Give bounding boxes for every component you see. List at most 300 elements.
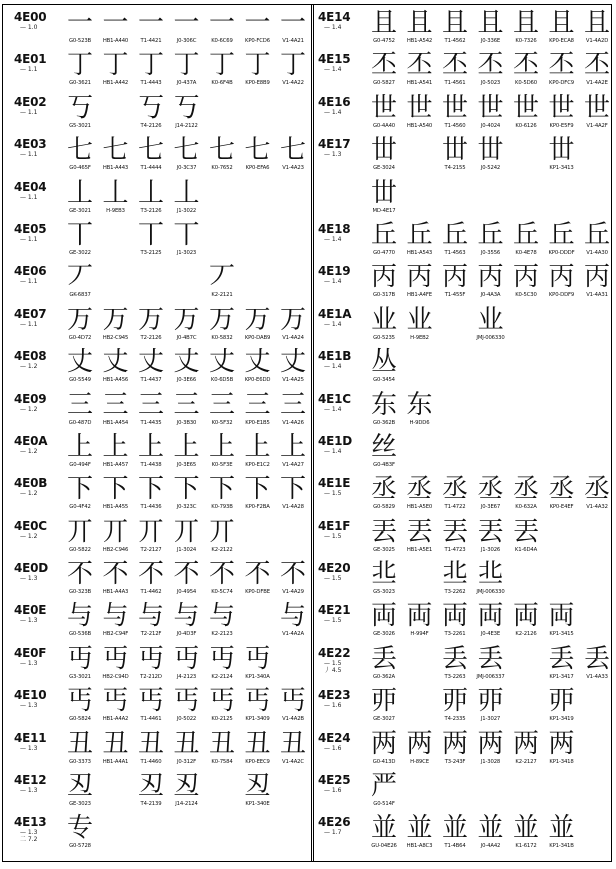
code-point-row — [318, 560, 610, 602]
ideograph-glyph — [579, 518, 615, 547]
ideograph-glyph — [508, 306, 544, 335]
source-reference: KP1-3419 — [549, 716, 574, 723]
code-point-label: 4E13 — [14, 815, 47, 830]
source-glyph-cell — [169, 263, 205, 305]
ideograph-glyph: 丅 — [66, 219, 93, 250]
ideograph-glyph — [402, 772, 438, 801]
source-glyph-cell — [473, 602, 509, 644]
source-glyph-cell — [169, 136, 205, 178]
code-point-row — [14, 814, 310, 856]
radical-stroke-index: — 1.2 — [20, 363, 38, 371]
ideograph-glyph: 且 — [477, 8, 504, 38]
ideograph-glyph: 丢 — [548, 643, 575, 674]
source-glyph-cell — [275, 645, 311, 687]
source-glyph-cell — [402, 348, 438, 390]
ideograph-glyph: 世 — [406, 92, 433, 123]
ideograph-glyph — [508, 391, 544, 420]
source-glyph-cell — [169, 645, 205, 687]
ideograph-glyph: 一 — [137, 8, 164, 38]
source-glyph-cell — [544, 730, 580, 772]
source-reference: HB1-A541 — [406, 80, 433, 87]
ideograph-glyph: 並 — [548, 813, 575, 844]
source-glyph-cell — [544, 391, 580, 433]
ideograph-glyph — [204, 814, 240, 843]
code-point-row — [14, 730, 310, 772]
ideograph-glyph: 並 — [477, 813, 504, 844]
source-glyph-cell — [240, 433, 276, 475]
ideograph-glyph: 不 — [173, 559, 200, 590]
source-glyph-cell — [402, 51, 438, 93]
source-glyph-cell — [579, 263, 615, 305]
source-glyph-cell — [240, 814, 276, 856]
source-glyph-cell — [98, 814, 134, 856]
source-glyph-cell — [437, 263, 473, 305]
source-glyph-cell — [437, 94, 473, 136]
source-glyph-cell — [402, 433, 438, 475]
radical-stroke-index: — 1.6 — [324, 744, 342, 752]
source-reference: V1-4A28 — [282, 504, 304, 511]
source-glyph-cell — [275, 475, 311, 517]
source-reference: T3-2125 — [140, 249, 162, 256]
source-glyph-cell — [169, 94, 205, 136]
source-reference: T1-4421 — [140, 38, 162, 44]
source-glyph-cell — [133, 433, 169, 475]
source-glyph-cell — [133, 730, 169, 772]
source-glyph-cell — [98, 348, 134, 390]
ideograph-glyph: 两 — [406, 728, 433, 759]
source-glyph-cell — [240, 306, 276, 348]
source-glyph-cell — [240, 348, 276, 390]
ideograph-glyph — [402, 433, 438, 462]
ideograph-glyph: 东 — [406, 389, 433, 420]
source-reference: KP1-341B — [549, 843, 574, 850]
glyph-set — [370, 9, 610, 51]
source-reference: H-9EB2 — [410, 334, 429, 341]
source-reference: K0-6F4B — [211, 80, 233, 87]
source-reference: KP0-E8B9 — [245, 80, 270, 87]
ideograph-glyph — [402, 645, 438, 674]
ideograph-glyph: 丆 — [66, 262, 93, 293]
ideograph-glyph: 三 — [208, 389, 235, 420]
source-glyph-cell — [437, 433, 473, 475]
ideograph-glyph: 与 — [137, 601, 164, 632]
ideograph-glyph: 且 — [583, 8, 610, 38]
source-glyph-cell — [275, 51, 311, 93]
radical-stroke-index: — 1.1 — [20, 66, 38, 74]
source-glyph-cell — [62, 433, 98, 475]
glyph-set — [66, 179, 310, 221]
source-glyph-cell — [169, 9, 205, 51]
source-glyph-cell — [366, 475, 402, 517]
code-point-label: 4E05 — [14, 221, 47, 236]
code-point-label: 4E07 — [14, 306, 47, 321]
ideograph-glyph: 丅 — [173, 219, 200, 250]
source-glyph-cell — [169, 772, 205, 814]
source-glyph-cell — [473, 9, 509, 51]
source-glyph-cell — [204, 306, 240, 348]
ideograph-glyph — [240, 221, 276, 250]
ideograph-glyph: 丙 — [548, 262, 575, 293]
source-glyph-cell — [98, 263, 134, 305]
source-reference: T4-2139 — [140, 801, 162, 808]
glyph-set — [370, 391, 610, 433]
source-glyph-cell — [508, 391, 544, 433]
ideograph-glyph — [473, 348, 509, 377]
source-glyph-cell — [508, 348, 544, 390]
ideograph-glyph: 両 — [441, 601, 468, 632]
ideograph-glyph: 丐 — [66, 686, 93, 717]
source-reference: K0-6126 — [515, 122, 537, 129]
source-reference: MD-4E17 — [372, 207, 396, 214]
source-glyph-cell — [169, 221, 205, 263]
source-glyph-cell — [473, 348, 509, 390]
source-glyph-cell — [98, 433, 134, 475]
source-glyph-cell — [579, 518, 615, 560]
source-glyph-cell — [98, 391, 134, 433]
radical-stroke-index: — 1.4 — [324, 235, 342, 243]
source-reference: J0-4024 — [480, 122, 501, 129]
source-reference: J0-3E67 — [480, 504, 501, 511]
source-reference: V1-4A2C — [282, 758, 304, 765]
source-glyph-cell — [204, 814, 240, 856]
source-glyph-cell — [275, 730, 311, 772]
code-point-row — [14, 221, 310, 263]
source-glyph-cell — [204, 221, 240, 263]
source-glyph-cell — [204, 51, 240, 93]
ideograph-glyph — [133, 263, 169, 292]
source-glyph-cell — [579, 94, 615, 136]
source-glyph-cell — [508, 475, 544, 517]
ideograph-glyph: 丘 — [583, 219, 610, 250]
source-glyph-cell — [508, 645, 544, 687]
radical-stroke-index: — 1.1 — [20, 108, 38, 116]
source-reference: T1-4438 — [140, 461, 162, 468]
ideograph-glyph — [437, 772, 473, 801]
ideograph-glyph — [579, 602, 615, 631]
source-glyph-cell — [437, 814, 473, 856]
source-glyph-cell — [437, 306, 473, 348]
source-reference: K0-6D5B — [210, 377, 234, 384]
radical-stroke-index: — 1.3 — [20, 575, 38, 583]
source-reference: KP1-3415 — [549, 631, 574, 638]
radical-stroke-index: — 1.0 — [20, 24, 38, 31]
ideograph-glyph: 丁 — [173, 50, 200, 81]
ideograph-glyph: 丏 — [66, 643, 93, 674]
source-reference: J0-4A42 — [480, 843, 501, 850]
ideograph-glyph: 七 — [137, 135, 164, 166]
source-glyph-cell — [98, 221, 134, 263]
ideograph-glyph: 丕 — [512, 50, 539, 81]
ideograph-glyph: 丒 — [137, 771, 164, 802]
source-glyph-cell — [169, 348, 205, 390]
source-reference: HB1-A4A3 — [102, 589, 129, 596]
source-glyph-cell — [508, 9, 544, 51]
ideograph-glyph — [508, 433, 544, 462]
ideograph-glyph: 一 — [173, 8, 200, 38]
ideograph-glyph: 丁 — [102, 50, 129, 81]
source-glyph-cell — [169, 306, 205, 348]
ideograph-glyph — [204, 772, 240, 801]
ideograph-glyph: 丟 — [512, 516, 539, 547]
source-glyph-cell — [544, 348, 580, 390]
code-point-label: 4E02 — [14, 94, 47, 109]
ideograph-glyph: 丣 — [370, 686, 397, 717]
ideograph-glyph: 丁 — [279, 50, 306, 81]
source-glyph-cell — [240, 602, 276, 644]
source-reference: HB1-A440 — [102, 38, 129, 44]
glyph-set — [370, 602, 610, 644]
ideograph-glyph — [579, 136, 615, 165]
source-glyph-cell — [133, 348, 169, 390]
radical-stroke-index: — 1.4 — [324, 320, 342, 328]
source-glyph-cell — [240, 94, 276, 136]
ideograph-glyph: 両 — [548, 601, 575, 632]
code-point-label: 4E01 — [14, 52, 47, 67]
source-reference: G0-4752 — [373, 38, 395, 44]
source-glyph-cell — [579, 9, 615, 51]
source-reference: T1-4562 — [444, 38, 466, 44]
source-reference: G0-413D — [372, 758, 396, 765]
source-glyph-cell — [508, 179, 544, 221]
radical-stroke-index: — 1.4 — [324, 363, 342, 371]
source-glyph-cell — [275, 136, 311, 178]
code-point-label: 4E03 — [14, 137, 47, 152]
ideograph-glyph: 一 — [279, 8, 306, 38]
source-glyph-cell — [508, 221, 544, 263]
glyph-set — [66, 602, 310, 644]
ideograph-glyph — [437, 433, 473, 462]
glyph-set — [370, 772, 610, 814]
ideograph-glyph: 七 — [244, 135, 271, 166]
source-glyph-cell — [402, 391, 438, 433]
ideograph-glyph: 且 — [370, 8, 397, 38]
ideograph-glyph: 丘 — [441, 219, 468, 250]
source-glyph-cell — [544, 772, 580, 814]
source-glyph-cell — [133, 475, 169, 517]
ideograph-glyph: 丄 — [66, 177, 93, 208]
source-glyph-cell — [579, 645, 615, 687]
code-point-label: 4E18 — [318, 221, 351, 236]
ideograph-glyph: 丐 — [208, 686, 235, 717]
source-reference: J0-4A3A — [480, 292, 501, 299]
source-reference: T2-2126 — [140, 334, 162, 341]
code-point-row — [318, 518, 610, 560]
source-reference: T3-243F — [444, 758, 466, 765]
ideograph-glyph: 丐 — [137, 686, 164, 717]
ideograph-glyph: 丣 — [441, 686, 468, 717]
source-glyph-cell — [473, 687, 509, 729]
ideograph-glyph: 丄 — [173, 177, 200, 208]
source-glyph-cell — [240, 475, 276, 517]
code-point-label: 4E23 — [318, 688, 351, 703]
source-reference: G0-5728 — [69, 843, 91, 850]
ideograph-glyph: 上 — [279, 431, 306, 462]
ideograph-glyph: 丘 — [548, 219, 575, 250]
source-reference: KP0-E6DD — [244, 377, 271, 384]
source-glyph-cell — [473, 645, 509, 687]
code-point-row — [14, 518, 310, 560]
code-point-row — [14, 179, 310, 221]
source-glyph-cell — [62, 221, 98, 263]
ideograph-glyph: 丂 — [173, 92, 200, 123]
source-reference: K2-2123 — [211, 631, 233, 638]
source-glyph-cell — [544, 560, 580, 602]
ideograph-glyph: 不 — [66, 559, 93, 590]
ideograph-glyph: 万 — [137, 304, 164, 335]
source-glyph-cell — [275, 687, 311, 729]
radical-stroke-index: — 1.5 — [324, 532, 342, 540]
source-glyph-cell — [240, 51, 276, 93]
source-glyph-cell — [437, 51, 473, 93]
ideograph-glyph: 丑 — [102, 728, 129, 759]
source-glyph-cell — [402, 814, 438, 856]
source-glyph-cell — [366, 814, 402, 856]
source-glyph-cell — [402, 263, 438, 305]
code-point-label: 4E0E — [14, 603, 47, 618]
source-glyph-cell — [402, 560, 438, 602]
source-glyph-cell — [473, 475, 509, 517]
ideograph-glyph: 两 — [477, 728, 504, 759]
source-reference: H-9DD6 — [409, 419, 430, 426]
source-glyph-cell — [204, 391, 240, 433]
glyph-set — [66, 94, 310, 136]
source-glyph-cell — [579, 730, 615, 772]
source-reference: KP0-FCD6 — [245, 38, 270, 44]
ideograph-glyph: 両 — [477, 601, 504, 632]
glyph-set — [370, 306, 610, 348]
ideograph-glyph: 丑 — [208, 728, 235, 759]
source-reference: KP0-E1C2 — [245, 461, 270, 468]
ideograph-glyph: 並 — [512, 813, 539, 844]
ideograph-glyph — [275, 814, 311, 843]
source-reference: G0-5549 — [69, 377, 91, 384]
ideograph-glyph: 丢 — [583, 643, 610, 674]
source-glyph-cell — [133, 306, 169, 348]
ideograph-glyph: 丗 — [370, 135, 397, 166]
source-reference: K0-5C74 — [211, 589, 233, 596]
ideograph-glyph: 两 — [512, 728, 539, 759]
source-glyph-cell — [366, 730, 402, 772]
source-reference: K2-2127 — [515, 758, 537, 765]
ideograph-glyph: 丌 — [66, 516, 93, 547]
source-glyph-cell — [204, 179, 240, 221]
ideograph-glyph: 丣 — [477, 686, 504, 717]
source-glyph-cell — [204, 518, 240, 560]
glyph-set — [66, 263, 310, 305]
source-reference: T1-4563 — [444, 249, 466, 256]
source-glyph-cell — [62, 51, 98, 93]
ideograph-glyph — [98, 814, 134, 843]
source-reference: KP0-EFA6 — [245, 165, 270, 172]
ideograph-glyph: 並 — [406, 813, 433, 844]
source-reference: J0-3C37 — [176, 165, 197, 172]
ideograph-glyph: 丞 — [406, 474, 433, 505]
source-reference: J0-5242 — [480, 165, 501, 172]
source-reference: K2-2126 — [515, 631, 537, 638]
code-point-label: 4E1E — [318, 476, 351, 491]
ideograph-glyph: 丈 — [66, 347, 93, 378]
ideograph-glyph: 丠 — [370, 559, 397, 590]
source-reference: H-89CE — [410, 758, 429, 765]
ideograph-glyph: 丑 — [137, 728, 164, 759]
source-reference: HB1-A4FE — [407, 292, 432, 299]
source-reference: V1-4A2D — [585, 38, 609, 44]
ideograph-glyph: 丁 — [208, 50, 235, 81]
ideograph-glyph — [240, 179, 276, 208]
source-reference: T3-2263 — [444, 673, 466, 680]
source-reference: T3-2262 — [444, 589, 466, 596]
ideograph-glyph: 万 — [279, 304, 306, 335]
ideograph-glyph — [544, 306, 580, 335]
source-glyph-cell — [62, 391, 98, 433]
code-point-row — [318, 602, 610, 644]
glyph-set — [66, 51, 310, 93]
radical-stroke-index: — 1.2 — [20, 447, 38, 455]
source-glyph-cell — [204, 602, 240, 644]
ideograph-glyph: 丛 — [370, 347, 397, 378]
source-glyph-cell — [579, 51, 615, 93]
source-glyph-cell — [133, 814, 169, 856]
glyph-set — [66, 475, 310, 517]
radical-stroke-index: — 1.4 — [324, 24, 342, 31]
ideograph-glyph: 业 — [406, 304, 433, 335]
source-glyph-cell — [473, 730, 509, 772]
ideograph-glyph — [402, 136, 438, 165]
source-glyph-cell — [473, 94, 509, 136]
source-glyph-cell — [62, 602, 98, 644]
ideograph-glyph: 丙 — [512, 262, 539, 293]
source-glyph-cell — [437, 391, 473, 433]
source-glyph-cell — [579, 221, 615, 263]
source-glyph-cell — [169, 433, 205, 475]
source-glyph-cell — [544, 687, 580, 729]
ideograph-glyph: 丢 — [370, 643, 397, 674]
radical-stroke-index: — 1.4 — [324, 66, 342, 74]
source-glyph-cell — [544, 94, 580, 136]
source-reference: G0-323B — [68, 589, 92, 596]
ideograph-glyph: 上 — [137, 431, 164, 462]
source-glyph-cell — [169, 518, 205, 560]
source-glyph-cell — [98, 94, 134, 136]
source-glyph-cell — [275, 433, 311, 475]
code-point-row — [318, 772, 610, 814]
source-glyph-cell — [133, 518, 169, 560]
source-glyph-cell — [98, 560, 134, 602]
source-reference: T2-212D — [140, 673, 162, 680]
ideograph-glyph: 且 — [441, 8, 468, 38]
radical-stroke-index: — 1.1 — [20, 151, 38, 159]
source-reference: KP0-E4EF — [549, 504, 574, 511]
ideograph-glyph: 不 — [279, 559, 306, 590]
ideograph-glyph: 世 — [370, 92, 397, 123]
source-glyph-cell — [169, 475, 205, 517]
ideograph-glyph: 丌 — [173, 516, 200, 547]
ideograph-glyph: 丅 — [137, 219, 164, 250]
ideograph-glyph: 丌 — [137, 516, 164, 547]
code-point-label: 4E06 — [14, 264, 47, 279]
source-reference: T1-4462 — [140, 589, 162, 596]
source-reference: H-9EB3 — [106, 207, 125, 214]
source-reference: T2-212F — [140, 631, 162, 638]
source-reference: V1-4A21 — [282, 38, 304, 44]
ideograph-glyph: 丕 — [370, 50, 397, 81]
ideograph-glyph — [240, 602, 276, 631]
ideograph-glyph: 丐 — [244, 686, 271, 717]
ideograph-glyph: 丙 — [441, 262, 468, 293]
ideograph-glyph: 丞 — [512, 474, 539, 505]
source-glyph-cell — [366, 263, 402, 305]
code-point-row — [14, 306, 310, 348]
